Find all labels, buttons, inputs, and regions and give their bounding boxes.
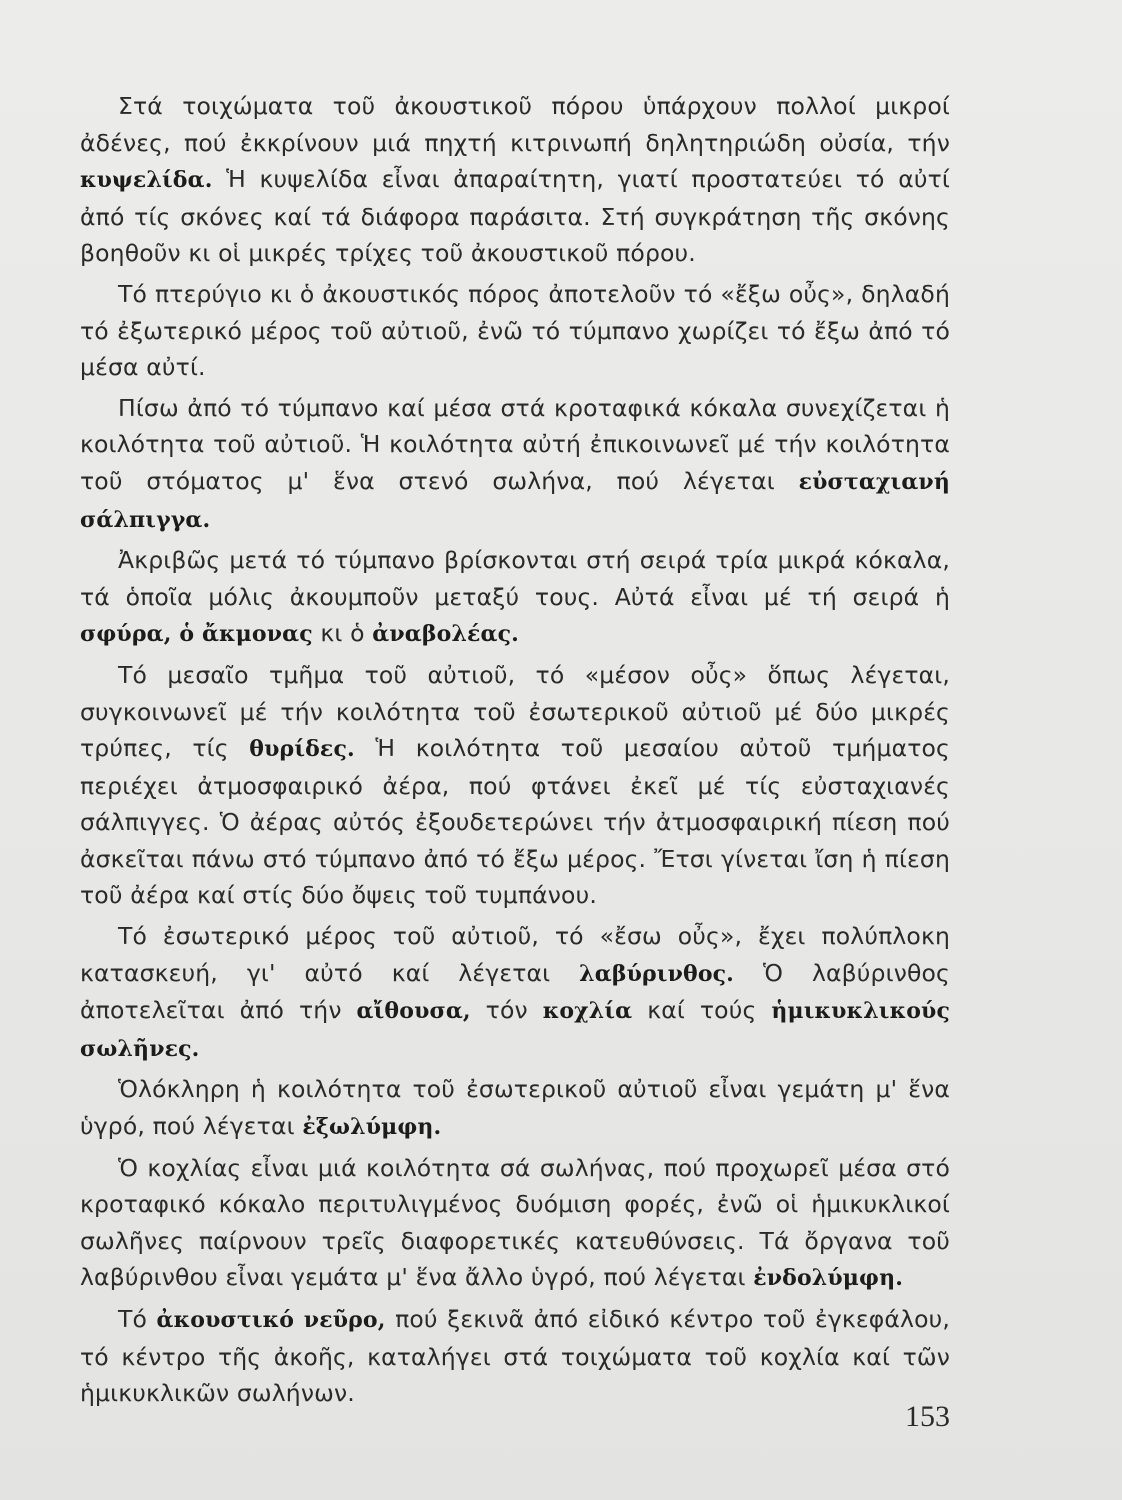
bold-term: ἐνδολύμφη.: [753, 1265, 904, 1292]
paragraph-p8: [80, 1150, 950, 1297]
bold-term: λαβύρινθος.: [579, 960, 734, 987]
paragraph-p7: [80, 1071, 950, 1145]
body-text: [80, 88, 950, 1416]
bold-term: αἴθουσα,: [356, 998, 471, 1025]
text-run: Ἡ κοιλότητα τοῦ μεσαίου αὐτοῦ τμήματος περιέχει ἀτμοσφαιρικό ἀέρα, πού φτάνει ἐκεῖ μέ τίς εὐσταχιανές σάλπιγγες. Ὁ ἀέρας αὐτός ἐξουδετερώνει τήν ἀτμοσφαιρική πίεση πού ἀσκεῖται πάνω στό τύμπανο ἀπό τό ἔξω μέρος. Ἔτσι γίνεται ἴση ἡ πίεση τοῦ ἀέρα καί στίς δύο ὄψεις τοῦ τυμπάνου.: [80, 734, 950, 910]
paragraph-p6: [80, 918, 950, 1067]
bold-term: ἀκουστικό νεῦρο,: [156, 1307, 386, 1333]
bold-term: εὐσταχιανή σάλπιγγα.: [80, 468, 950, 533]
text-run: Ὁ κοχλίας εἶναι μιά κοιλότητα σά σωλήνας, πού προχωρεῖ μέσα στό κροταφικό κόκαλο περιτυλιγμένος δυόμιση φορές, ἐνῶ οἱ ἡμικυκλικοί σωλῆνες παίρνουν τρεῖς διαφορετικές κατευθύνσεις. Τά ὄργανα τοῦ λαβύρινθου εἶναι γεμάτα μ' ἕνα ἄλλο ὑγρό, πού λέγεται: [80, 1153, 950, 1292]
bold-term: ἡμικυκλικούς σωλῆνες.: [80, 998, 950, 1062]
text-run: Τό ἐσωτερικό μέρος τοῦ αὐτιοῦ, τό «ἔσω οὖς», ἔχει πολύπλοκη κατασκευή, γι' αὐτό καί λέγεται: [80, 922, 950, 987]
bold-term: κυψελίδα.: [80, 167, 213, 194]
paragraph-p5: [80, 657, 950, 914]
text-run: Τό μεσαῖο τμῆμα τοῦ αὐτιοῦ, τό «μέσον οὖς» ὅπως λέγεται, συγκοινωνεῖ μέ τήν κοιλότητα τοῦ ἐσωτερικοῦ αὐτιοῦ μέ δύο μικρές τρύπες, τίς: [80, 660, 950, 763]
paragraph-p3: [80, 390, 950, 538]
paragraph-p1: [80, 88, 950, 272]
text-run: Πίσω ἀπό τό τύμπανο καί μέσα στά κροταφικά κόκαλα συνεχίζεται ἡ κοιλότητα τοῦ αὐτιοῦ. Ἡ κοιλότητα αὐτή ἐπικοινωνεῖ μέ τήν κοιλότητα τοῦ στόματος μ' ἕνα στενό σωλήνα, πού λέγεται: [80, 393, 950, 495]
text-run: κι ὁ: [312, 619, 373, 648]
text-run: Στά τοιχώματα τοῦ ἀκουστικοῦ πόρου ὑπάρχουν πολλοί μικροί ἀδένες, πού ἐκκρίνουν μιά πηχτή κιτρινωπή δηλητηριώδη οὐσία, τήν: [80, 92, 950, 157]
text-run: πού ξεκινᾶ ἀπό εἰδικό κέντρο τοῦ ἐγκεφάλου, τό κέντρο τῆς ἀκοῆς, καταλήγει στά τοιχώματα τοῦ κοχλία καί τῶν ἡμικυκλικῶν σωλήνων.: [80, 1305, 950, 1408]
text-run: Ἀκριβῶς μετά τό τύμπανο βρίσκονται στή σειρά τρία μικρά κόκαλα, τά ὁποῖα μόλις ἀκουμποῦν μεταξύ τους. Αὐτά εἶναι μέ τή σειρά ἡ: [80, 546, 950, 611]
bold-term: σφύρα, ὁ ἄκμονας: [80, 621, 313, 648]
bold-term: κοχλία: [542, 998, 633, 1025]
text-run: τόν: [470, 996, 543, 1025]
paragraph-p9: [80, 1301, 950, 1412]
text-run: Τό: [118, 1305, 157, 1333]
page-number: 153: [905, 1400, 950, 1433]
bold-term: ἐξωλύμφη.: [302, 1114, 442, 1141]
bold-term: ἀναβολέας.: [372, 621, 519, 648]
text-run: Ἡ κυψελίδα εἶναι ἀπαραίτητη, γιατί προστατεύει τό αὐτί ἀπό τίς σκόνες καί τά διάφορα παράσιτα. Στή συγκράτηση τῆς σκόνης βοηθοῦν κι οἱ μικρές τρίχες τοῦ ἀκουστικοῦ πόρου.: [80, 165, 950, 268]
text-run: Ὁλόκληρη ἡ κοιλότητα τοῦ ἐσωτερικοῦ αὐτιοῦ εἶναι γεμάτη μ' ἕνα ὑγρό, πού λέγεται: [80, 1075, 950, 1141]
text-run: Τό πτερύγιο κι ὁ ἀκουστικός πόρος ἀποτελοῦν τό «ἔξω οὖς», δηλαδή τό ἐξωτερικό μέρος τοῦ αὐτιοῦ, ἐνῶ τό τύμπανο χωρίζει τό ἔξω ἀπό τό μέσα αὐτί.: [80, 279, 950, 382]
bold-term: θυρίδες.: [249, 736, 355, 763]
paragraph-p2: [80, 276, 950, 386]
paragraph-p4: [80, 542, 950, 653]
text-run: καί τούς: [632, 996, 772, 1025]
text-run: Ὁ λαβύρινθος ἀποτελεῖται ἀπό τήν: [80, 958, 950, 1025]
